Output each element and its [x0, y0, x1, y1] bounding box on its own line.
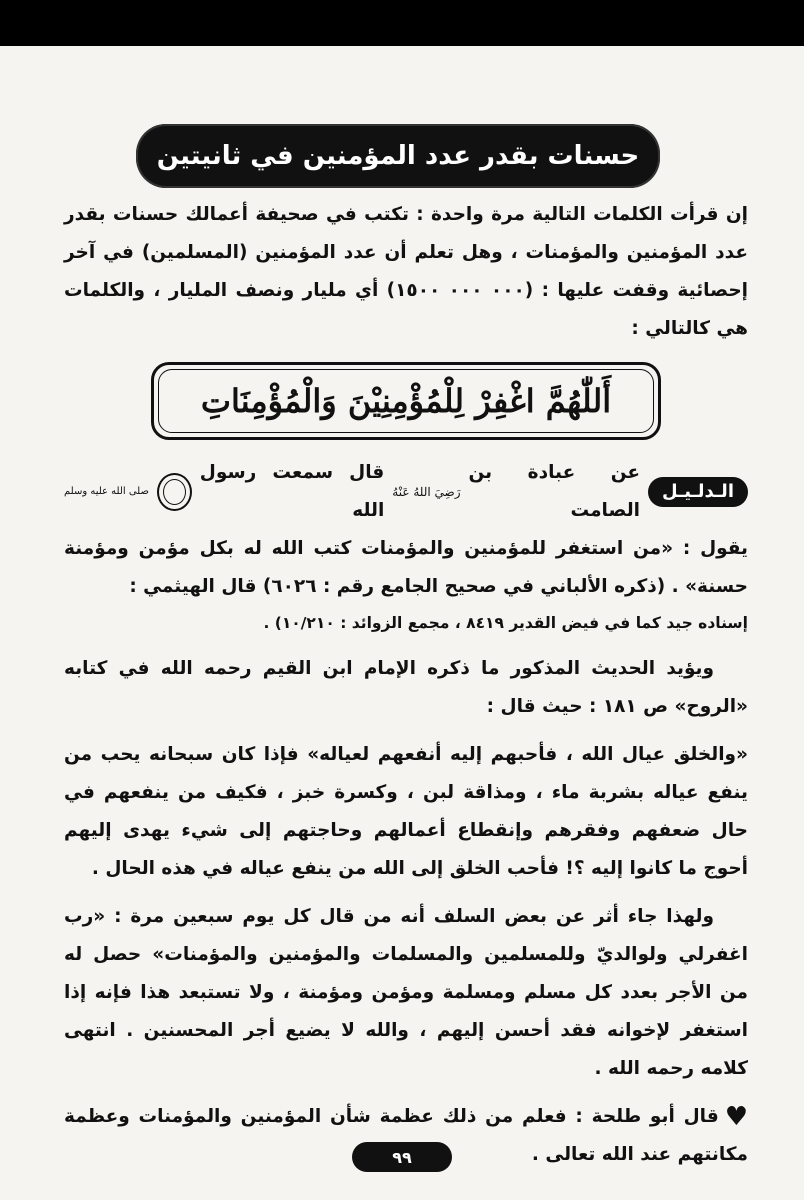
hadith-paragraph: يقول : «من استغفر للمؤمنين والمؤمنات كتب الله له بكل مؤمن ومؤمنة حسنة» . (ذكره الألباني في صحيح الجامع رقم : ٦٠٢٦) قال الهيثمي : [64, 538, 748, 597]
seal-icon [157, 473, 192, 511]
radiya-honorific: رَضِيَ اللهُ عَنْهُ [392, 485, 461, 499]
support-paragraph: ويؤيد الحديث المذكور ما ذكره الإمام ابن القيم رحمه الله في كتابه «الروح» ص ١٨١ : حيث قال : [64, 658, 748, 717]
isnad-paragraph: إسناده جيد كما في فيض القدير ٨٤١٩ ، مجمع الزوائد : ١٠/٢١٠) . [263, 614, 748, 632]
daleel-line [64, 454, 748, 530]
intro-paragraph: إن قرأت الكلمات التالية مرة واحدة : تكتب في صحيفة أعمالك حسنات بقدر عدد المؤمنين والمؤمنات ، وهل تعلم أن عدد المؤمنين (المسلمين) في آخر إحصائية وقفت عليها : (٠٠٠ ٠٠٠ ١٥٠٠) أي مليار ونصف المليار ، والكلمات هي كالتالي : [64, 204, 748, 339]
quote-paragraph: «والخلق عيال الله ، فأحبهم إليه أنفعهم لعياله» فإذا كان سبحانه يحب من ينفع عياله بشربة ماء ، ومذاقة لبن ، وكسرة خبز ، فكيف من ينفعهم في حال ضعفهم وفقرهم وإنقطاع أعمالهم وحاجتهم إلى شيء يهدى إليهم أحوج ما كانوا إليه ؟! فأحب الخلق إلى الله من ينفع عياله في هذه الحال . [64, 744, 748, 879]
seal-text: صلى الله عليه وسلم [63, 486, 149, 497]
daleel-rest: قال سمعت رسول الله [199, 462, 385, 521]
dua-text: أَللّٰهُمَّ اغْفِرْ لِلْمُؤْمِنِيْنَ وَالْمُؤْمِنَاتِ [200, 382, 612, 420]
page-title: حسنات بقدر عدد المؤمنين في ثانيتين [136, 124, 660, 188]
daleel-badge: الـدلـيـل [648, 477, 748, 507]
heart-icon: ♥ [724, 1102, 748, 1132]
closing-text: قال أبو طلحة : فعلم من ذلك عظمة شأن المؤمنين والمؤمنات وعظمة مكانتهم عند الله تعالى . [64, 1106, 748, 1165]
top-bar [0, 0, 804, 46]
daleel-lead: عن عبادة بن الصامت [468, 462, 641, 521]
page-number: ٩٩ [352, 1142, 452, 1172]
dua-frame [151, 362, 661, 440]
page-body [64, 196, 748, 1174]
salaf-paragraph: ولهذا جاء أثر عن بعض السلف أنه من قال كل يوم سبعين مرة : «رب اغفرلي ولوالديّ وللمسلمين والمسلمات والمؤمنين والمؤمنات» حصل له من الأجر بعدد كل مسلم ومسلمة ومؤمن ومؤمنة ، ولا تستبعد هذا فإنه إذا استغفر لإخوانه فقد أحسن إليهم ، والله لا يضيع أجر المحسنين . انتهى كلامه رحمه الله . [64, 906, 748, 1079]
